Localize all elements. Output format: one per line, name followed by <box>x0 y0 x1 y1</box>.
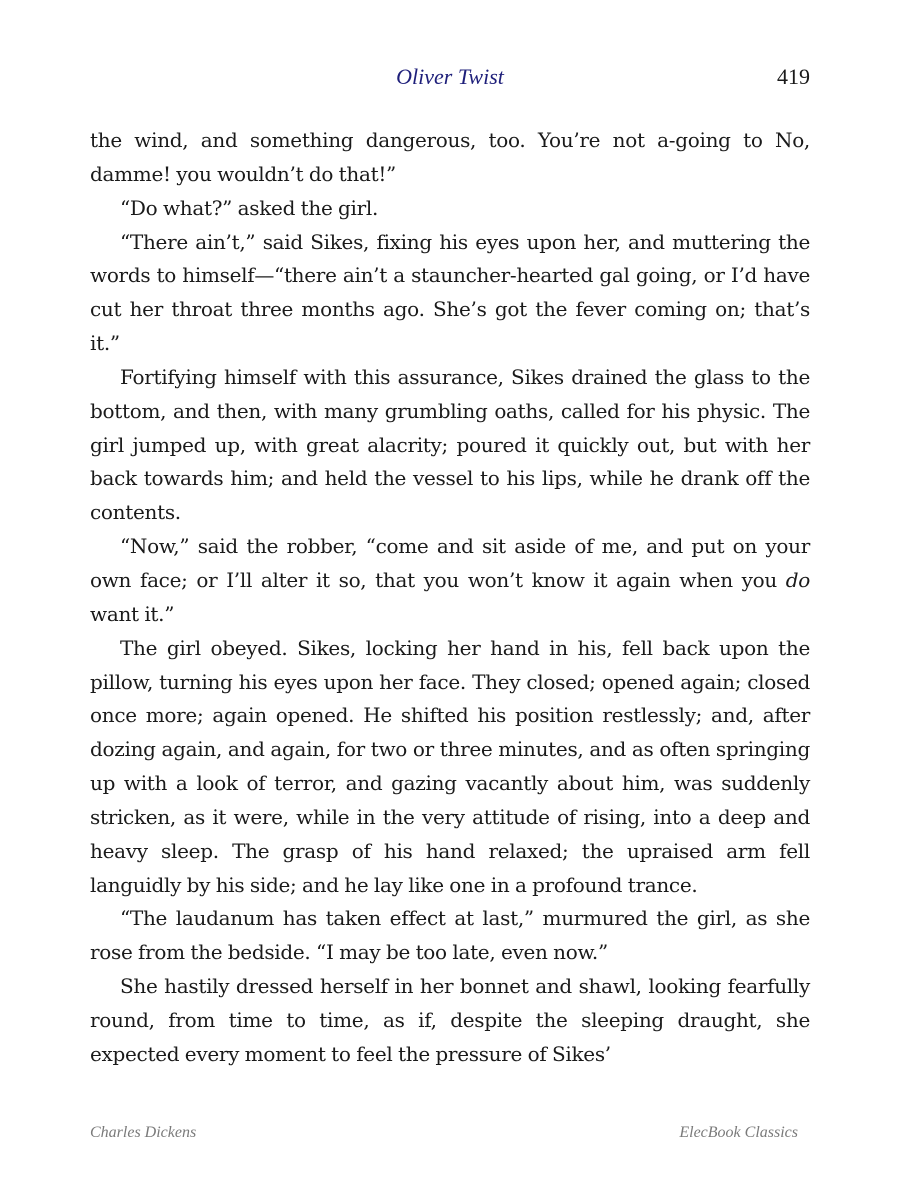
paragraph-continued <box>90 124 810 192</box>
emphasized-word: do <box>785 567 810 592</box>
paragraph-text: She hastily dressed herself in her bonnet and shawl, looking fearfully round, from time to time, as if, despite the sleeping draught, she expected every moment to feel the pressure of Sikes’ <box>90 974 810 1066</box>
paragraph-text: “The laudanum has taken effect at last,” murmured the girl, as she rose from the bedside. “I may be too late, even now.” <box>90 906 810 965</box>
page-text <box>90 124 810 1072</box>
paragraph <box>90 632 810 903</box>
paragraph <box>90 192 810 226</box>
paragraph-text: want it.” <box>90 601 175 626</box>
paragraph-text: the wind, and something dangerous, too. You’re not a-going to No, damme! you wouldn’t do that!” <box>90 128 810 186</box>
paragraph-text: “Now,” said the robber, “come and sit aside of me, and put on your own face; or I’ll alter it so, that you won’t know it again when you <box>90 534 810 592</box>
footer-author: Charles Dickens <box>90 1124 197 1141</box>
paragraph <box>90 361 810 530</box>
paragraph <box>90 530 810 632</box>
paragraph <box>90 970 810 1072</box>
page-number: 419 <box>777 64 810 89</box>
page-footer <box>90 1124 798 1146</box>
paragraph <box>90 902 810 970</box>
paragraph-text: “Do what?” asked the girl. <box>120 195 379 220</box>
paragraph-text: “There ain’t,” said Sikes, fixing his eyes upon her, and muttering the words to himself—“there ain’t a stauncher-hearted gal going, or I’d have cut her throat three months ago. She’s got the fever coming on; that’s it.” <box>90 229 810 356</box>
paragraph-text: Fortifying himself with this assurance, Sikes drained the glass to the bottom, and then, with many grumbling oaths, called for his physic. The girl jumped up, with great alacrity; poured it quickly out, but with her back towards him; and held the vessel to his lips, while he drank off the contents. <box>90 364 810 525</box>
book-title: Oliver Twist <box>396 64 504 89</box>
footer-publisher: ElecBook Classics <box>679 1124 798 1141</box>
running-head <box>90 64 810 100</box>
paragraph-text: The girl obeyed. Sikes, locking her hand in his, fell back upon the pillow, turning his eyes upon her face. They closed; opened again; closed once more; again opened. He shifted his position restlessly; and, after dozing again, and again, for two or three minutes, and as often springing up with a look of terror, and gazing vacantly about him, was suddenly stricken, as it were, while in the very attitude of rising, into a deep and heavy sleep. The grasp of his hand relaxed; the upraised arm fell languidly by his side; and he lay like one in a profound trance. <box>90 635 810 897</box>
paragraph <box>90 226 810 361</box>
